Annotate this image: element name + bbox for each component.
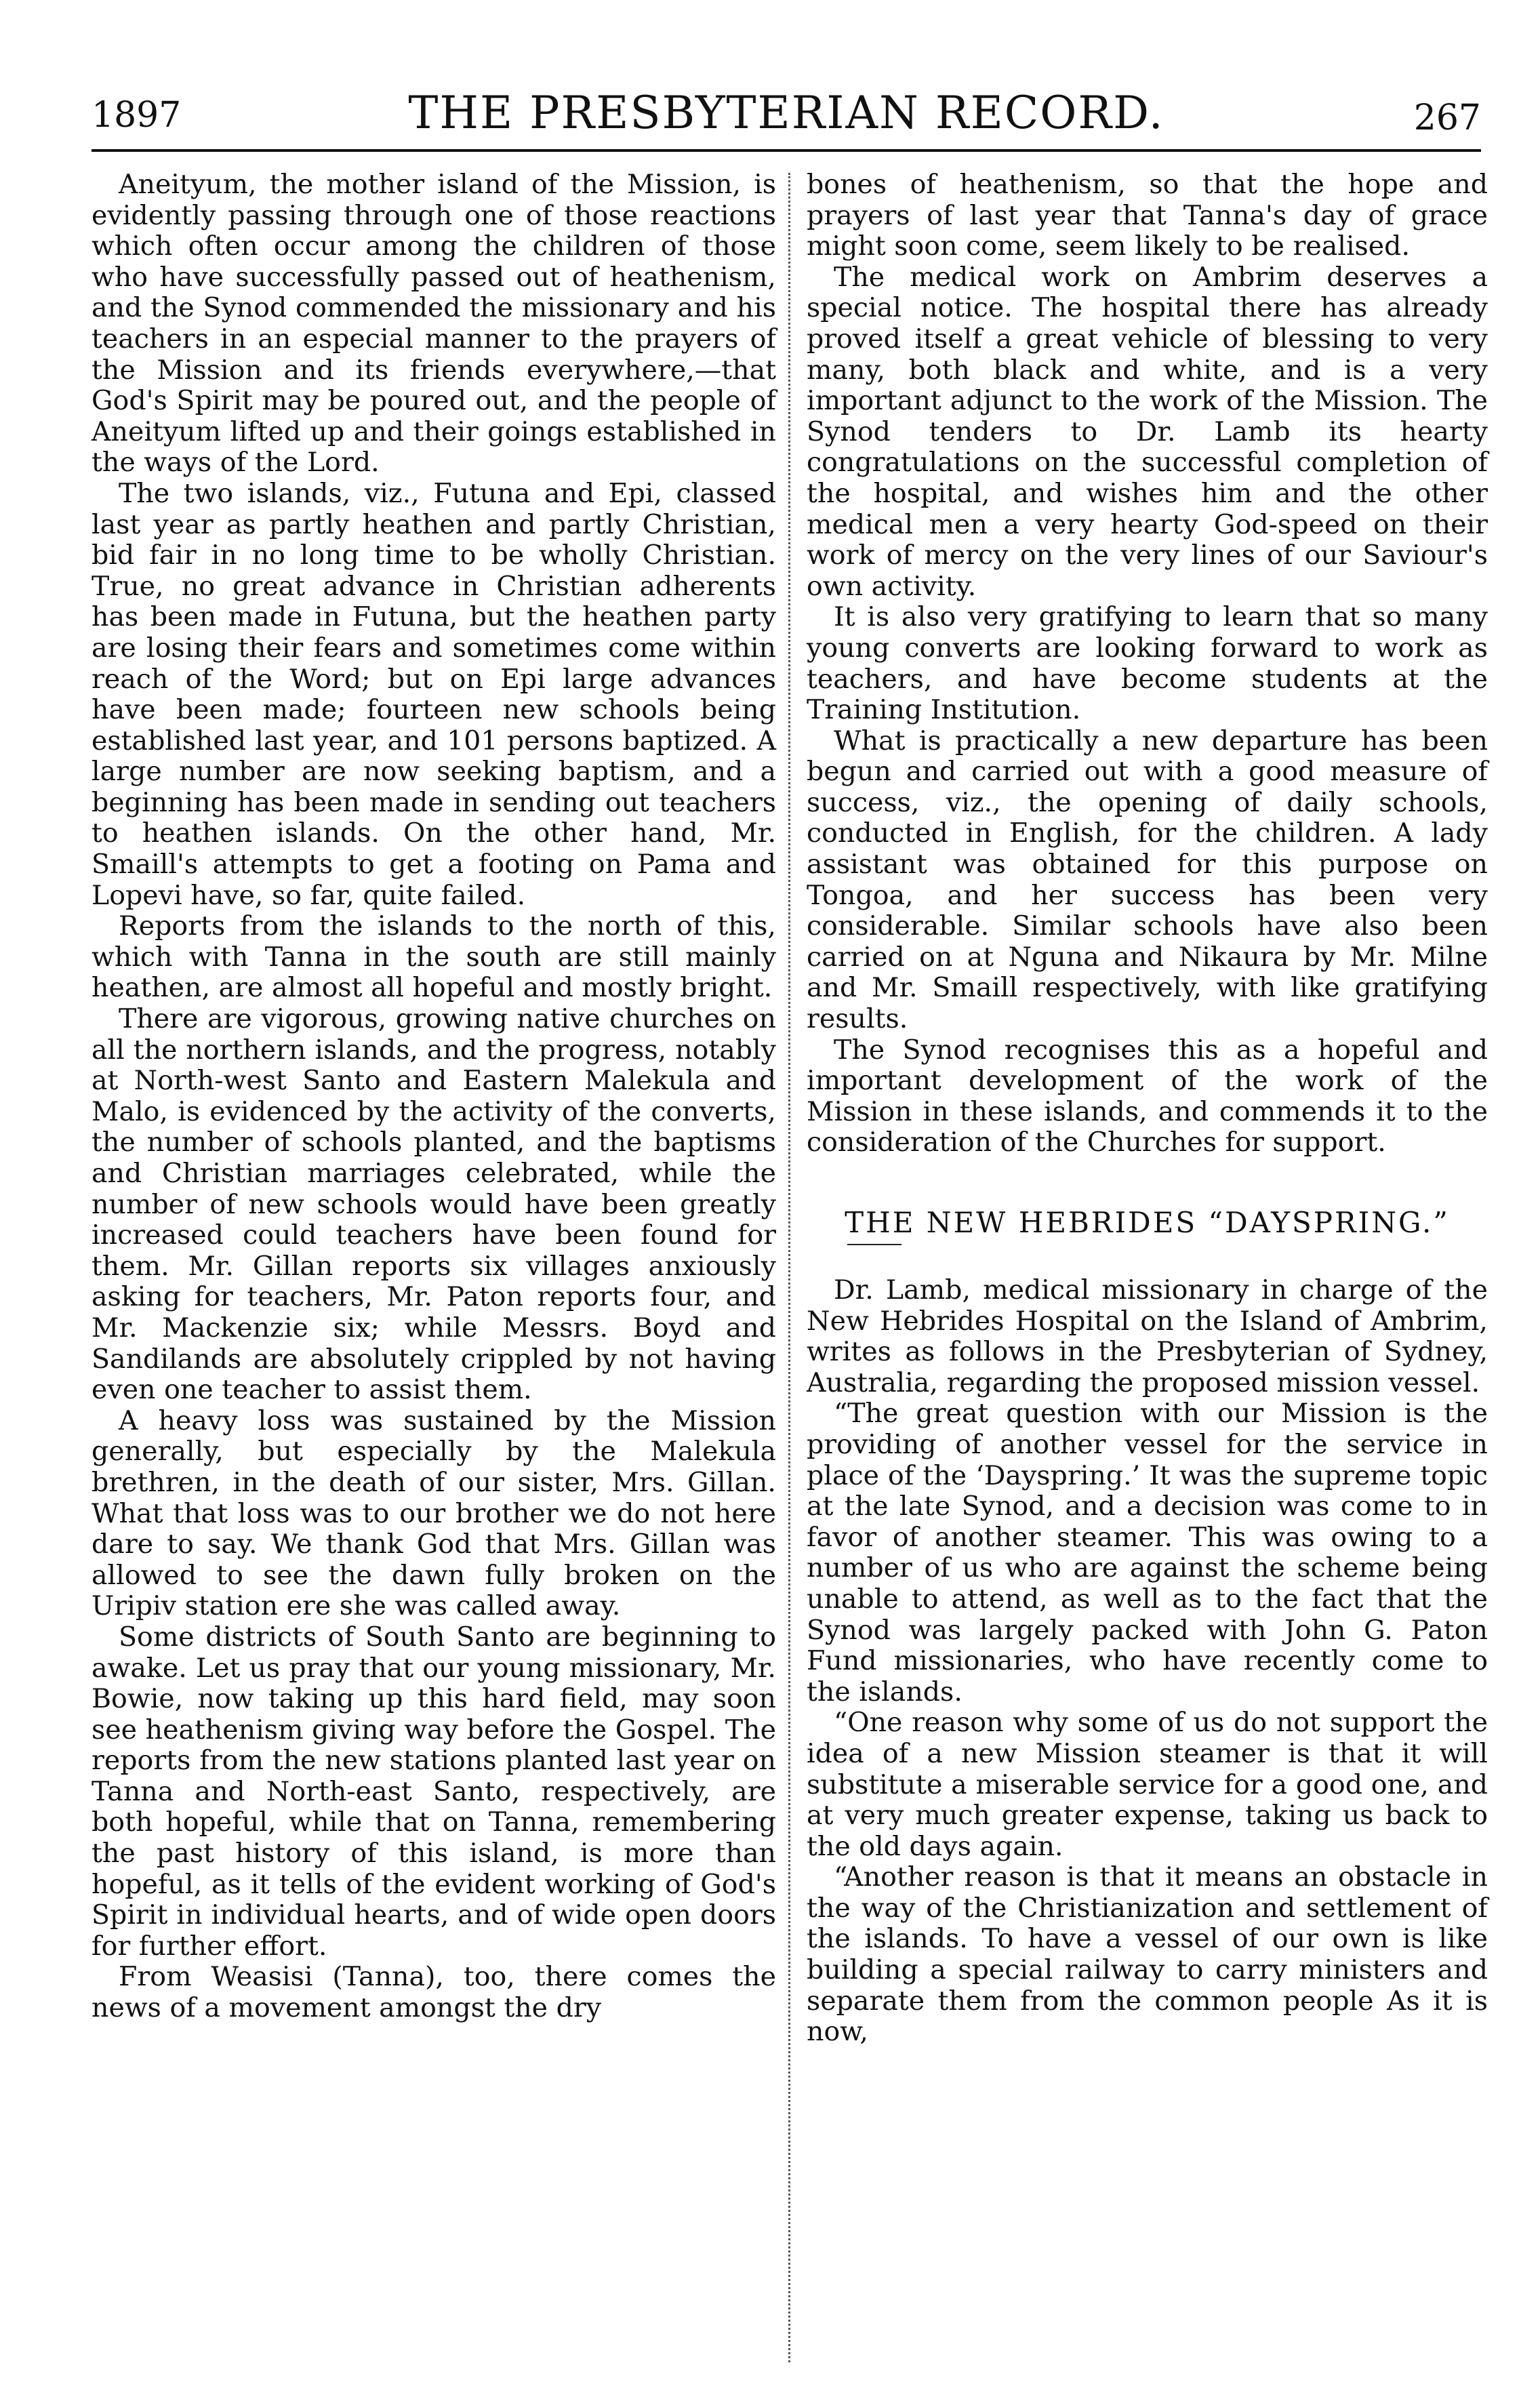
publication-title: THE PRESBYTERIAN RECORD. <box>408 87 1164 139</box>
header-year: 1897 <box>92 95 182 136</box>
paragraph: From Weasisi (Tanna), too, there comes the news of a movement amongst the dry <box>92 1961 776 2024</box>
paragraph: Aneityum, the mother island of the Mission, is evidently passing through one of those reactions which often occur among the children of those who have successfully passed out of heathenism, and the Synod commended the missionary and his teachers in an especial manner to the prayers of the Mission and its friends everywhere,—that God's Spirit may be poured out, and the people of Aneityum lifted up and their goings established in the ways of the Lord. <box>92 169 776 479</box>
paragraph: Some districts of South Santo are beginning to awake. Let us pray that our young missionary, Mr. Bowie, now taking up this hard field, may soon see heathenism giving way before the Gospel. The reports from the new stations planted last year on Tanna and North-east Santo, respectively, are both hopeful, while that on Tanna, remembering the past history of this island, is more than hopeful, as it tells of the evident working of God's Spirit in individual hearts, and of wide open doors for further effort. <box>92 1621 776 1962</box>
header-rule <box>92 149 1481 152</box>
paragraph: It is also very gratifying to learn that so many young converts are looking forward to work as teachers, and have become students at the Training Institution. <box>807 601 1488 726</box>
paragraph: The two islands, viz., Futuna and Epi, classed last year as partly heathen and partly Christian, bid fair in no long time to be wholly Christian. True, no great advance in Christian adherents has been made in Futuna, but the heathen party are losing their fears and sometimes come within reach of the Word; but on Epi large advances have been made; fourteen new schools being established last year, and 101 persons baptized. A large number are now seeking baptism, and a beginning has been made in sending out teachers to heathen islands. On the other hand, Mr. Smaill's attempts to get a footing on Pama and Lopevi have, so far, quite failed. <box>92 477 776 911</box>
paragraph: bones of heathenism, so that the hope and prayers of last year that Tanna's day of grace might soon come, seem likely to be realised. <box>807 169 1488 262</box>
column-divider <box>788 173 790 2362</box>
left-column <box>92 169 776 2024</box>
paragraph: The medical work on Ambrim deserves a special notice. The hospital there has already proved itself a great vehicle of blessing to very many, both black and white, and is a very important adjunct to the work of the Mission. The Synod tenders to Dr. Lamb its hearty congratulations on the successful completion of the hospital, and wishes him and the other medical men a very hearty God-speed on their work of mercy on the very lines of our Saviour's own activity. <box>807 261 1488 602</box>
page-header <box>92 80 1481 148</box>
page-number: 267 <box>1413 98 1481 138</box>
paragraph: “The great question with our Mission is the providing of another vessel for the service in place of the ‘Dayspring.’ It was the supreme topic at the late Synod, and a decision was come to in favor of another steamer. This was owing to a number of us who are against the scheme being unable to attend, as well as to the fact that the Synod was largely packed with John G. Paton Fund missionaries, who have recently come to the islands. <box>807 1398 1488 1708</box>
paragraph: “One reason why some of us do not support the idea of a new Mission steamer is that it will substitute a miserable service for a good one, and at very much greater expense, taking us back to the old days again. <box>807 1707 1488 1862</box>
paragraph: Dr. Lamb, medical missionary in charge of the New Hebrides Hospital on the Island of Ambrim, writes as follows in the Presbyterian of Sydney, Australia, regarding the proposed mission vessel. <box>807 1274 1488 1398</box>
paragraph: “Another reason is that it means an obstacle in the way of the Christianization and settlement of the islands. To have a vessel of our own is like building a special railway to carry ministers and separate them from the common people As it is now, <box>807 1861 1488 2048</box>
article-heading: THE NEW HEBRIDES “DAYSPRING.” <box>845 1206 1450 1239</box>
paragraph: There are vigorous, growing native churches on all the northern islands, and the progress, notably at North-west Santo and Eastern Malekula and Malo, is evidenced by the activity of the converts, the number of schools planted, and the baptisms and Christian marriages celebrated, while the number of new schools would have been greatly increased could teachers have been found for them. Mr. Gillan reports six villages anxiously asking for teachers, Mr. Paton reports four, and Mr. Mackenzie six; while Messrs. Boyd and Sandilands are absolutely crippled by not having even one teacher to assist them. <box>92 1003 776 1406</box>
paragraph: Reports from the islands to the north of this, which with Tanna in the south are still mainly heathen, are almost all hopeful and mostly bright. <box>92 910 776 1004</box>
right-column <box>807 169 1488 2048</box>
paragraph: A heavy loss was sustained by the Mission generally, but especially by the Malekula brethren, in the death of our sister, Mrs. Gillan. What that loss was to our brother we do not here dare to say. We thank God that Mrs. Gillan was allowed to see the dawn fully broken on the Uripiv station ere she was called away. <box>92 1405 776 1622</box>
paragraph: What is practically a new departure has been begun and carried out with a good measure of success, viz., the opening of daily schools, conducted in English, for the children. A lady assistant was obtained for this purpose on Tongoa, and her success has been very considerable. Similar schools have also been carried on at Nguna and Nikaura by Mr. Milne and Mr. Smaill respectively, with like gratifying results. <box>807 725 1488 1035</box>
paragraph: The Synod recognises this as a hopeful and important development of the work of the Mission in these islands, and commends it to the consideration of the Churches for support. <box>807 1034 1488 1158</box>
heading-rule <box>847 1244 901 1245</box>
